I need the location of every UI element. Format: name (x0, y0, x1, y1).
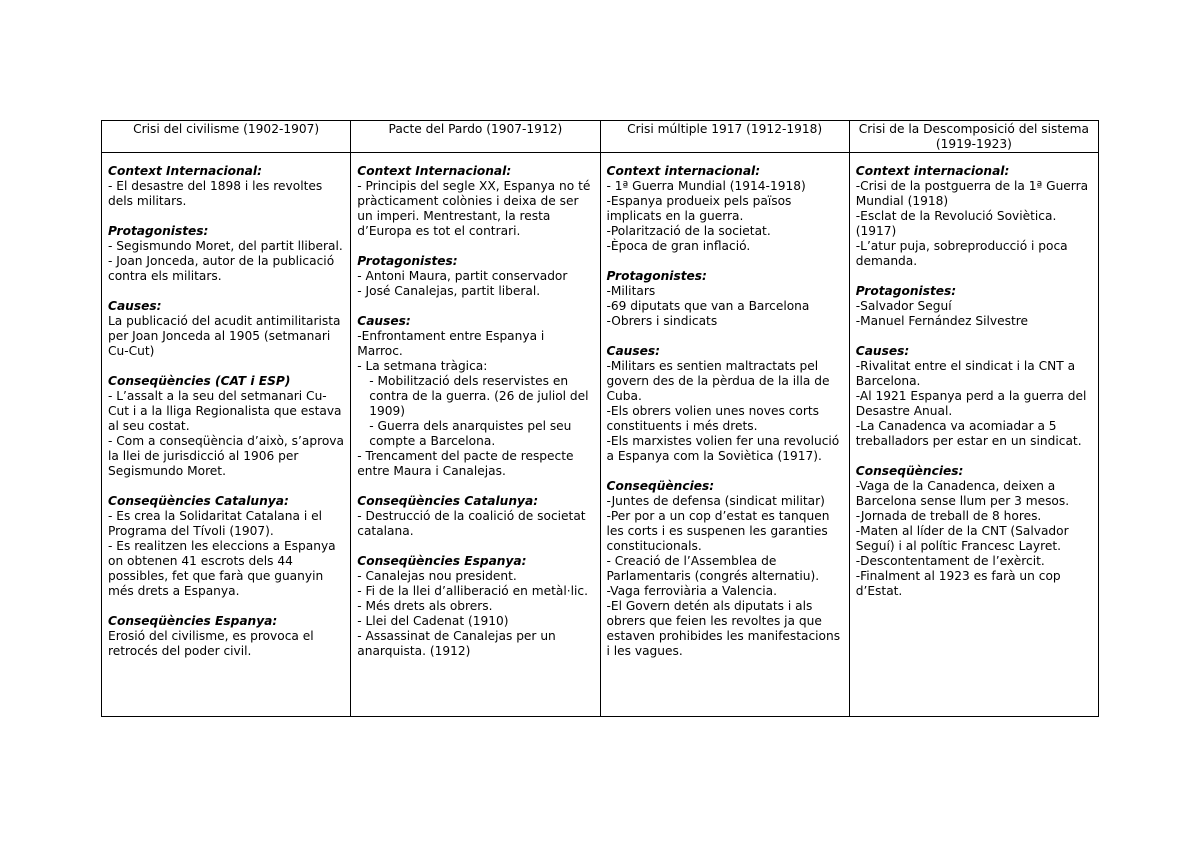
section-line: -Maten al líder de la CNT (Salvador Seguí) i al polític Francesc Layret. (855, 524, 1069, 553)
section-heading: Causes: (108, 299, 162, 313)
section (357, 554, 593, 659)
section-line: - Llei del Cadenat (1910) (357, 614, 509, 628)
section-heading: Causes: (606, 344, 660, 358)
section-line: -Jornada de treball de 8 hores. (855, 509, 1042, 523)
column-cell (102, 153, 351, 717)
section (357, 254, 593, 299)
section (357, 164, 593, 239)
section-line: - Canalejas nou president. (357, 569, 517, 583)
section-line: - Creació de l’Assemblea de Parlamentaris (congrés alternatiu). (606, 554, 820, 583)
section-line: La publicació del acudit antimilitarista per Joan Jonceda al 1905 (setmanari Cu-Cut) (108, 314, 341, 358)
section-heading: Context internacional: (855, 164, 1010, 178)
section (607, 479, 843, 659)
section-line: -Finalment al 1923 es farà un cop d’Estat. (855, 569, 1061, 598)
section-line: - La setmana tràgica: (357, 359, 488, 373)
section-line: -Militars (606, 284, 656, 298)
section-line: -Juntes de defensa (sindicat militar) (606, 494, 825, 508)
section (108, 224, 344, 284)
section-heading: Conseqüències Catalunya: (108, 494, 289, 508)
section-line: - Trencament del pacte de respecte entre Maura i Canalejas. (357, 449, 574, 478)
section-line: -Vaga de la Canadenca, deixen a Barcelona sense llum per 3 mesos. (855, 479, 1070, 508)
section-line: Erosió del civilisme, es provoca el retrocés del poder civil. (108, 629, 314, 658)
section (856, 344, 1092, 449)
section (108, 164, 344, 209)
column-header: Pacte del Pardo (1907-1912) (351, 121, 600, 153)
section-line: -L’atur puja, sobreproducció i poca demanda. (855, 239, 1068, 268)
section-line: -Polarització de la societat. (606, 224, 771, 238)
section-heading: Conseqüències Espanya: (357, 554, 527, 568)
section (856, 164, 1092, 269)
section (607, 164, 843, 254)
section-line: -Per por a un cop d’estat es tanquen les corts i es suspenen les garanties constitucionals. (606, 509, 830, 553)
section-heading: Conseqüències (CAT i ESP) (108, 374, 291, 388)
section-line: - Mobilització dels reservistes en contra de la guerra. (26 de juliol del 1909) (369, 374, 589, 418)
section-heading: Context internacional: (606, 164, 761, 178)
section-line: - Guerra dels anarquistes pel seu compte a Barcelona. (369, 419, 572, 448)
section (108, 614, 344, 659)
section-heading: Protagonistes: (108, 224, 209, 238)
content-row (102, 153, 1099, 717)
section-heading: Context Internacional: (357, 164, 512, 178)
section-line: - Joan Jonceda, autor de la publicació contra els militars. (108, 254, 335, 283)
section (357, 494, 593, 539)
section (856, 464, 1092, 599)
section-line: - Segismundo Moret, del partit lliberal. (108, 239, 343, 253)
section-line: - Principis del segle XX, Espanya no té pràcticament colònies i deixa de ser un imperi. Mentrestant, la resta d’Europa es tot el contrari. (357, 179, 591, 238)
section-line: -La Canadenca va acomiadar a 5 treballadors per estar en un sindicat. (855, 419, 1082, 448)
section-line: -Rivalitat entre el sindicat i la CNT a Barcelona. (855, 359, 1076, 388)
section-line: -Militars es sentien maltractats pel govern des de la pèrdua de la illa de Cuba. (606, 359, 830, 403)
column-header: Crisi múltiple 1917 (1912-1918) (600, 121, 849, 153)
history-table (101, 120, 1099, 717)
column-cell (600, 153, 849, 717)
section-line: - Es crea la Solidaritat Catalana i el Programa del Tívoli (1907). (108, 509, 322, 538)
section-heading: Conseqüències Catalunya: (357, 494, 539, 508)
section-line: - Es realitzen les eleccions a Espanya on obtenen 41 escrots dels 44 possibles, fet que farà que guanyin més drets a Espanya. (108, 539, 336, 598)
section-line: - Més drets als obrers. (357, 599, 493, 613)
section-line: - 1ª Guerra Mundial (1914-1918) (606, 179, 806, 193)
section-line: -Època de gran inflació. (606, 239, 751, 253)
section-heading: Conseqüències: (855, 464, 964, 478)
section (607, 269, 843, 329)
section-heading: Protagonistes: (855, 284, 957, 298)
section-line: -Espanya produeix pels països implicats en la guerra. (606, 194, 792, 223)
section-line: -Crisi de la postguerra de la 1ª Guerra Mundial (1918) (855, 179, 1089, 208)
section-line: - L’assalt a la seu del setmanari Cu-Cut i a la lliga Regionalista que estava al seu costat. (108, 389, 342, 433)
section-line: - Assassinat de Canalejas per un anarquista. (1912) (357, 629, 556, 658)
section (607, 344, 843, 464)
section-line: -Obrers i sindicats (606, 314, 718, 328)
section-line: - Destrucció de la coalició de societat catalana. (357, 509, 586, 538)
column-cell (351, 153, 600, 717)
section-line: -Vaga ferroviària a Valencia. (606, 584, 777, 598)
section-line: -Descontentament de l’exèrcit. (855, 554, 1045, 568)
section-line: - Com a conseqüència d’això, s’aprova la llei de jurisdicció al 1906 per Segismundo Moret. (108, 434, 344, 478)
section-heading: Causes: (855, 344, 910, 358)
section-line: - José Canalejas, partit liberal. (357, 284, 541, 298)
section-line: -69 diputats que van a Barcelona (606, 299, 810, 313)
column-header: Crisi de la Descomposició del sistema (1919-1923) (849, 121, 1098, 153)
section (108, 374, 344, 479)
section (108, 299, 344, 359)
header-row (102, 121, 1099, 153)
section-heading: Conseqüències: (606, 479, 715, 493)
section-line: -El Govern detén als diputats i als obrers que feien les revoltes ja que estaven prohibides les manifestacions i les vagues. (606, 599, 841, 658)
section-heading: Context Internacional: (108, 164, 262, 178)
section (108, 494, 344, 599)
section-line: -Salvador Seguí (855, 299, 952, 313)
section-heading: Conseqüències Espanya: (108, 614, 278, 628)
section (856, 284, 1092, 329)
section-line: - Antoni Maura, partit conservador (357, 269, 568, 283)
section-line: - Fi de la llei d’alliberació en metàl·lic. (357, 584, 588, 598)
section-line: -Els marxistes volien fer una revolució a Espanya com la Soviètica (1917). (606, 434, 840, 463)
column-cell (849, 153, 1098, 717)
section-line: -Esclat de la Revolució Soviètica. (1917) (855, 209, 1057, 238)
section-line: -Al 1921 Espanya perd a la guerra del Desastre Anual. (855, 389, 1087, 418)
section-heading: Protagonistes: (606, 269, 707, 283)
section-heading: Causes: (357, 314, 411, 328)
section-line: -Enfrontament entre Espanya i Marroc. (357, 329, 545, 358)
section (357, 314, 593, 479)
section-line: -Manuel Fernández Silvestre (855, 314, 1028, 328)
section-line: - El desastre del 1898 i les revoltes dels militars. (108, 179, 323, 208)
section-line: -Els obrers volien unes noves corts constituents i més drets. (606, 404, 819, 433)
section-heading: Protagonistes: (357, 254, 458, 268)
column-header: Crisi del civilisme (1902-1907) (102, 121, 351, 153)
